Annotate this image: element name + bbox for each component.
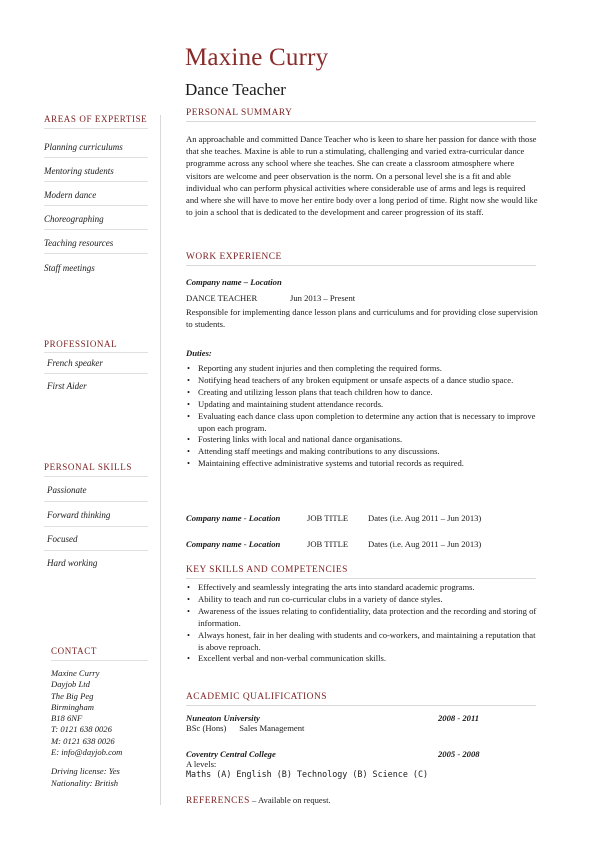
expertise-rule <box>44 229 148 230</box>
skill-item: Focused <box>47 534 78 544</box>
skills-rule <box>44 526 148 527</box>
skill-item: Forward thinking <box>47 510 111 520</box>
education-institution: Coventry Central College <box>186 749 276 759</box>
duty-item: • Maintaining effective administrative systems and tutorial records as required. <box>186 458 538 470</box>
job-row <box>186 513 482 523</box>
contact-street: The Big Peg <box>51 690 94 701</box>
education-entry <box>186 713 538 733</box>
references-text: – Available on request. <box>249 795 331 805</box>
key-skill-item: • Effectively and seamlessly integrating the arts into standard academic programs. <box>186 582 538 594</box>
key-skill-item: • Excellent verbal and non-verbal communication skills. <box>186 653 538 665</box>
job-description: Responsible for implementing dance lesson plans and curriculums and for providing close supervision to students. <box>186 307 538 330</box>
duty-item: • Attending staff meetings and making contributions to any discussions. <box>186 446 538 458</box>
candidate-name: Maxine Curry <box>185 44 329 71</box>
contact-postcode: B18 6NF <box>51 713 83 724</box>
education-grades: Maths (A) English (B) Technology (B) Science (C) <box>186 769 429 779</box>
skills-rule <box>44 476 148 477</box>
key-skill-item: • Ability to teach and run co-curricular clubs in a variety of dance styles. <box>186 594 538 606</box>
job-company: Company name - Location <box>186 513 281 523</box>
duty-item: • Evaluating each dance class upon completion to determine any action that is necessary to improve upon each program. <box>186 411 538 435</box>
duty-item: • Fostering links with local and national dance organisations. <box>186 434 538 446</box>
references <box>186 795 331 806</box>
skills-rule <box>44 501 148 502</box>
column-divider <box>160 115 161 805</box>
expertise-item: Teaching resources <box>44 238 114 248</box>
expertise-rule <box>44 128 148 129</box>
skill-item: Passionate <box>47 485 87 495</box>
job-company: Company name – Location <box>186 277 282 287</box>
job-dates: Jun 2013 – Present <box>290 293 356 303</box>
experience-heading: WORK EXPERIENCE <box>186 252 282 262</box>
education-level: A levels: <box>186 759 217 769</box>
education-degree: BSc (Hons) Sales Management <box>186 723 305 733</box>
duty-item: • Notifying head teachers of any broken equipment or unsafe aspects of a dance studio space. <box>186 375 538 387</box>
skills-rule <box>44 550 148 551</box>
expertise-rule <box>44 205 148 206</box>
education-years: 2005 - 2008 <box>438 749 480 759</box>
key-skills-list <box>186 582 538 665</box>
expertise-rule <box>44 181 148 182</box>
education-entry <box>186 749 538 779</box>
professional-heading: PROFESSIONAL <box>44 339 118 349</box>
education-years: 2008 - 2011 <box>438 713 480 723</box>
contact-email[interactable]: E: info@dayjob.com <box>51 747 123 758</box>
job-title: JOB TITLE <box>307 539 349 549</box>
summary-rule <box>186 121 536 122</box>
job-company: Company name - Location <box>186 539 281 549</box>
contact-mobile: M: 0121 638 0026 <box>51 735 115 746</box>
contact-telephone: T: 0121 638 0026 <box>51 724 112 735</box>
contact-rule <box>51 660 148 661</box>
job-row <box>186 539 482 549</box>
duty-item: • Creating and utilizing lesson plans that teach children how to dance. <box>186 387 538 399</box>
education-heading: ACADEMIC QUALIFICATIONS <box>186 692 327 702</box>
skills-heading: PERSONAL SKILLS <box>44 462 132 472</box>
key-skills-heading: KEY SKILLS AND COMPETENCIES <box>186 565 348 575</box>
duties-label: Duties: <box>186 348 212 358</box>
expertise-item: Choreographing <box>44 214 104 224</box>
candidate-title: Dance Teacher <box>185 80 286 99</box>
contact-heading: CONTACT <box>51 646 97 656</box>
professional-rule <box>44 373 148 374</box>
contact-nationality: Nationality: British <box>51 777 119 788</box>
contact-block <box>51 668 159 789</box>
education-rule <box>186 705 536 706</box>
duty-item: • Reporting any student injuries and then completing the required forms. <box>186 363 538 375</box>
expertise-item: Mentoring students <box>44 166 114 176</box>
duties-list <box>186 363 538 470</box>
professional-item: French speaker <box>47 358 103 368</box>
contact-company: Dayjob Ltd <box>51 679 90 690</box>
job-dates: Dates (i.e. Aug 2011 – Jun 2013) <box>368 513 482 523</box>
expertise-heading: AREAS OF EXPERTISE <box>44 114 148 124</box>
expertise-item: Modern dance <box>44 190 97 200</box>
key-skill-item: • Always honest, fair in her dealing with students and co-workers, and maintaining a reputation that is above reproach. <box>186 630 538 654</box>
summary-text: An approachable and committed Dance Teacher who is keen to share her passion for dance with those that she teaches. Maxine is able to run a stimulating, challenging and varied extra-curricular dance programme across any school where she teaches. She can create a classroom atmosphere where visitors are welcome and peer observation is the norm. On a personal level she is a fit and able individual who can perform physical activities where considerable use of arms and legs is required and where she will have to move her entire body over a long period of time. Right now she would like to join a school that is dedicated to the development and career progression of its staff. <box>186 134 538 218</box>
contact-driving-license: Driving license: Yes <box>51 766 120 777</box>
skill-item: Hard working <box>47 558 98 568</box>
expertise-item: Staff meetings <box>44 263 95 273</box>
duty-item: • Updating and maintaining student attendance records. <box>186 399 538 411</box>
job-title: JOB TITLE <box>307 513 349 523</box>
summary-heading: PERSONAL SUMMARY <box>186 108 293 118</box>
experience-rule <box>186 265 536 266</box>
contact-city: Birmingham <box>51 701 94 712</box>
professional-item: First Aider <box>47 381 87 391</box>
expertise-item: Planning curriculums <box>44 142 123 152</box>
professional-rule <box>44 352 148 353</box>
job-dates: Dates (i.e. Aug 2011 – Jun 2013) <box>368 539 482 549</box>
expertise-rule <box>44 157 148 158</box>
contact-name: Maxine Curry <box>51 668 100 678</box>
key-skills-rule <box>186 578 536 579</box>
expertise-rule <box>44 253 148 254</box>
job-role: DANCE TEACHER <box>186 293 258 303</box>
education-institution: Nuneaton University <box>186 713 260 723</box>
key-skill-item: • Awareness of the issues relating to confidentiality, data protection and the recording and storing of information. <box>186 606 538 630</box>
job-line <box>186 293 356 303</box>
references-heading: REFERENCES <box>186 796 250 806</box>
